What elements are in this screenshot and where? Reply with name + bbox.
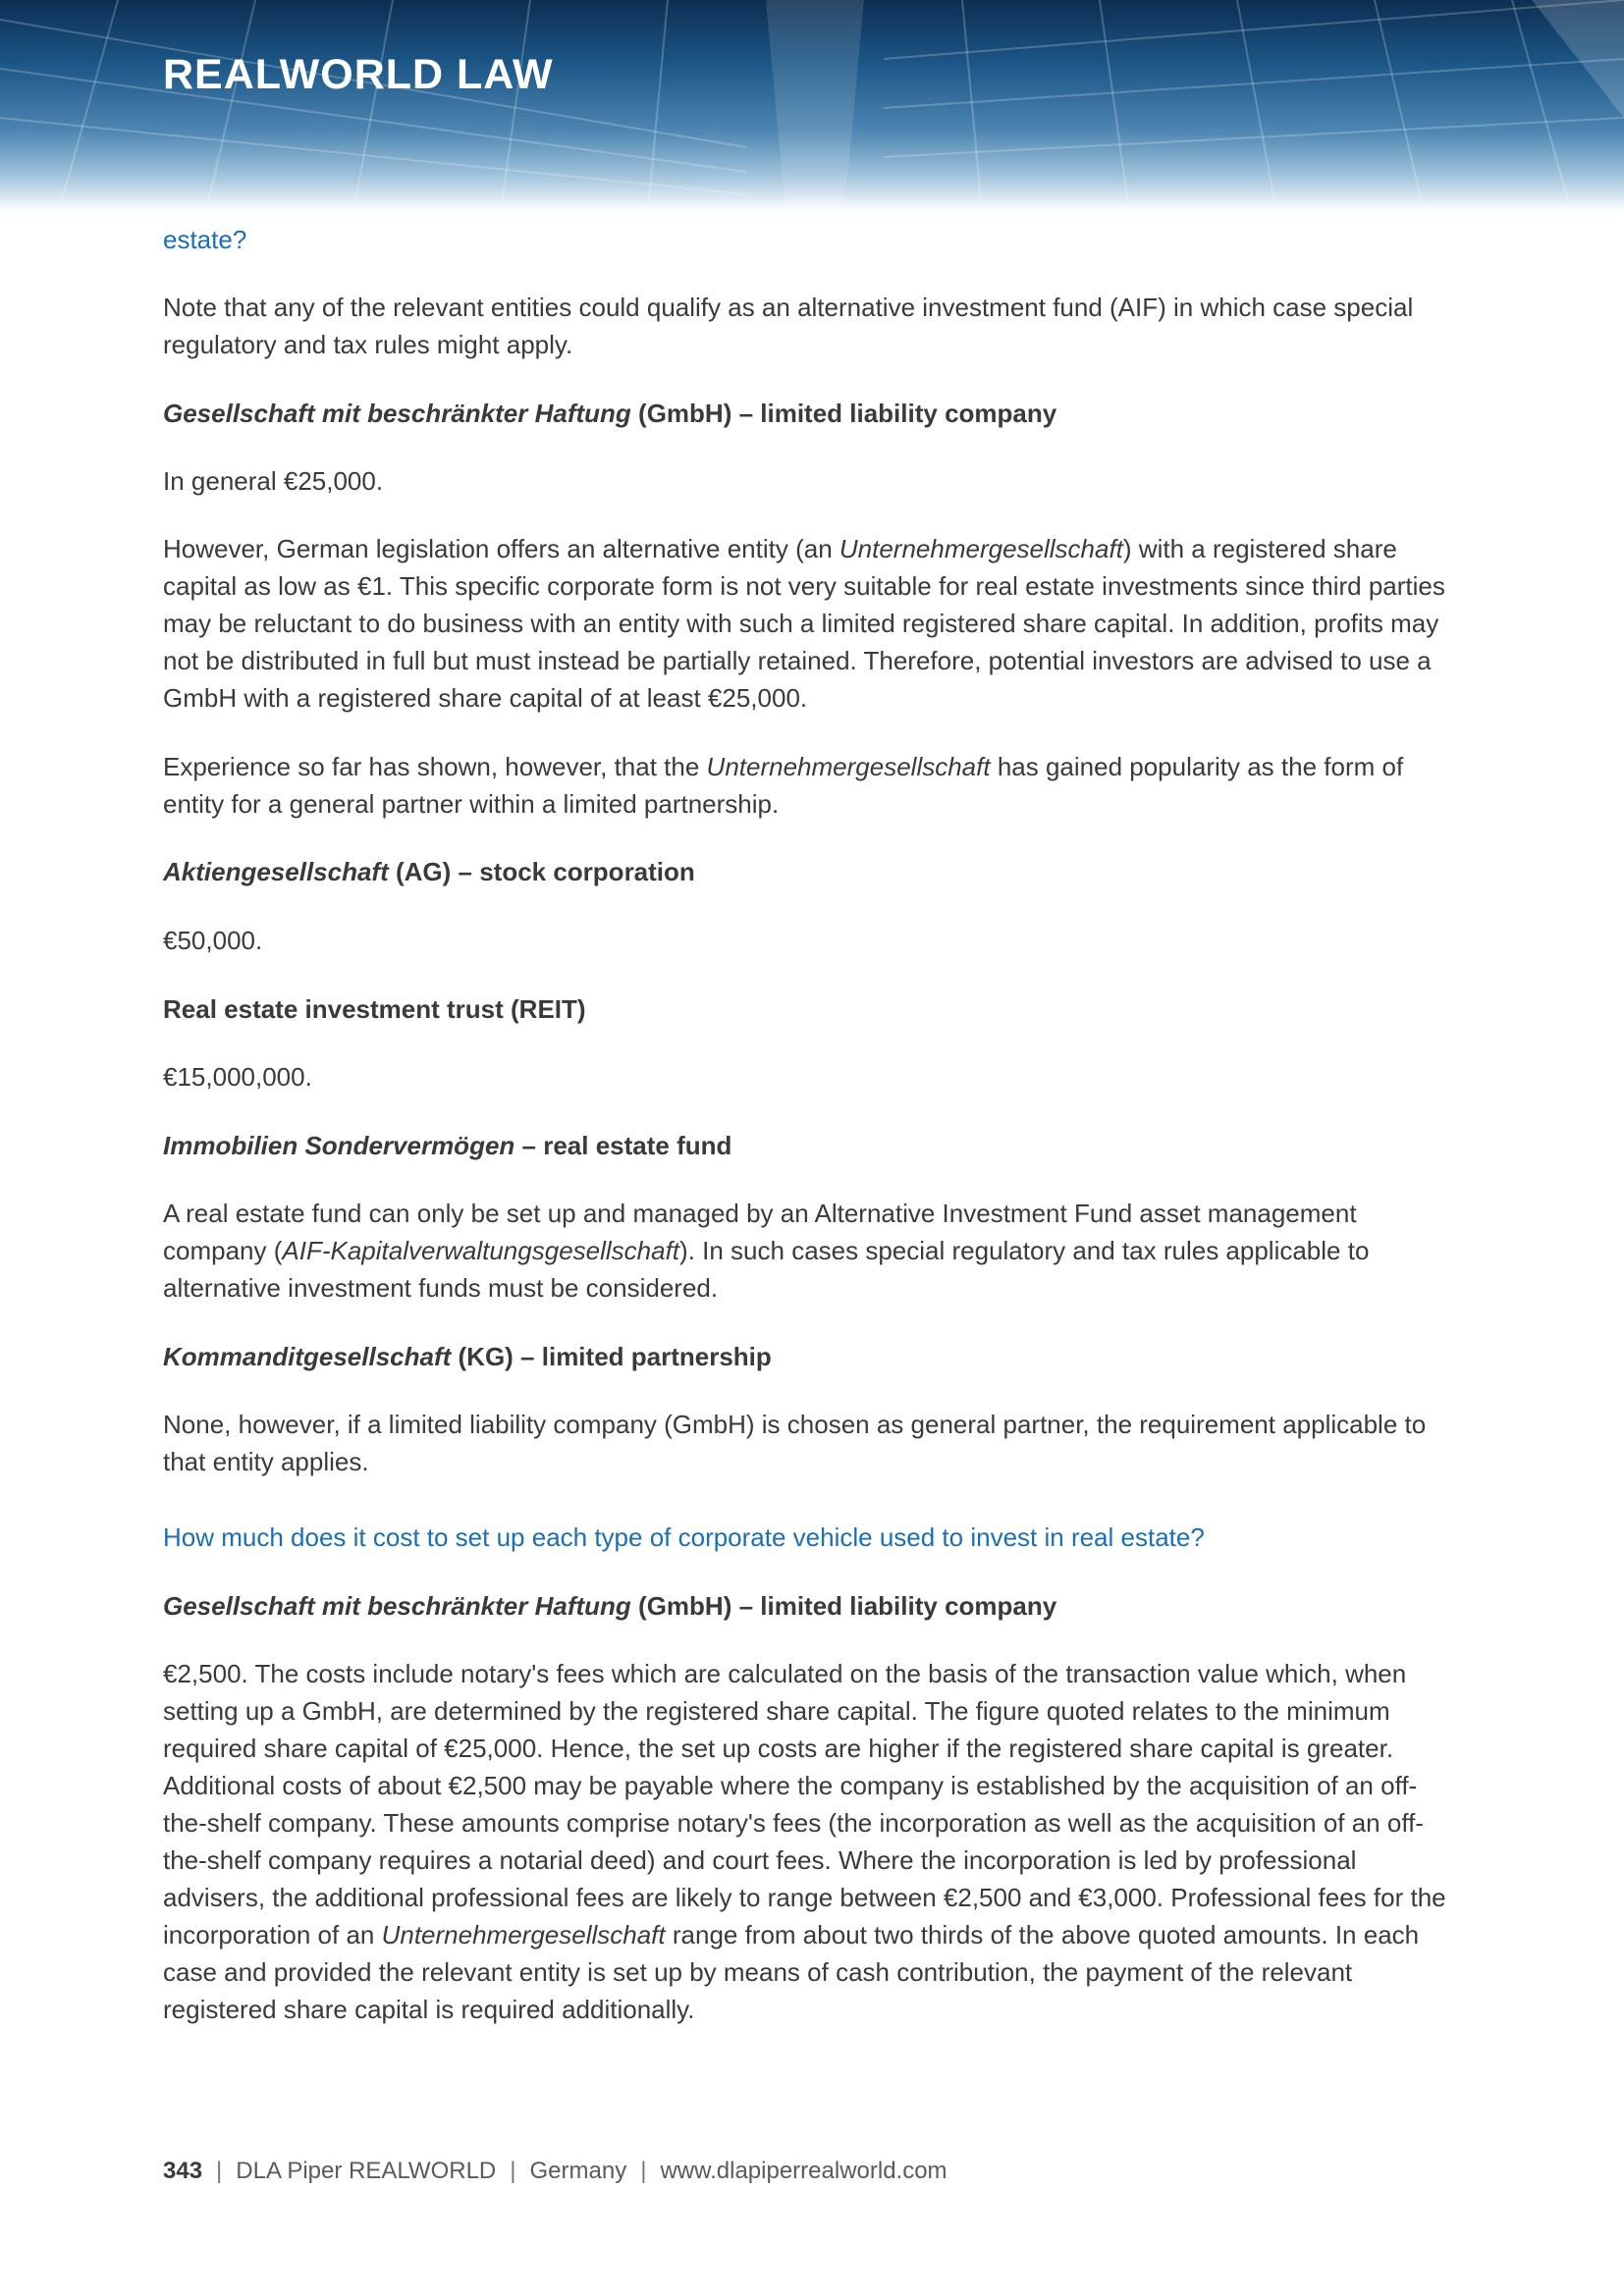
main-content: [163, 221, 1459, 2028]
term-aif-kvg: AIF-Kapitalverwaltungsgesellschaft: [282, 1236, 680, 1265]
question-continuation: estate?: [163, 225, 247, 254]
term-unternehmergesellschaft: Unternehmergesellschaft: [706, 752, 991, 781]
heading-kg: Kommanditgesellschaft (KG) – limited partnership: [163, 1342, 772, 1371]
building-glass-image: [0, 0, 1624, 211]
term-unternehmergesellschaft: Unternehmergesellschaft: [839, 534, 1123, 563]
footer-country: Germany: [529, 2158, 627, 2184]
kg-paragraph: None, however, if a limited liability company (GmbH) is chosen as general partner, the requirement applicable to that entity applies.: [163, 1410, 1427, 1476]
note-paragraph: Note that any of the relevant entities could qualify as an alternative investment fund (AIF) in which case special regulatory and tax rules might apply.: [163, 293, 1414, 359]
heading-gmbh-rest: (GmbH) – limited liability company: [630, 399, 1057, 428]
ag-capital-paragraph: €50,000.: [163, 926, 263, 955]
header-banner: [0, 0, 1624, 211]
heading-ag: Aktiengesellschaft (AG) – stock corporation: [163, 857, 695, 886]
footer-separator: |: [510, 2158, 516, 2184]
heading-reit: Real estate investment trust (REIT): [163, 994, 586, 1024]
heading-gmbh: [163, 395, 1459, 432]
page-footer: [163, 2158, 947, 2185]
footer-url-link[interactable]: www.dlapiperrealworld.com: [660, 2158, 947, 2184]
page-number: 343: [163, 2158, 203, 2184]
fund-paragraph: A real estate fund can only be set up and managed by an Alternative Investment Fund asset management company (AIF-Kapitalverwaltungsgesellschaft). In such cases special regulatory and tax rules applicable to alternative investment funds must be considered.: [163, 1199, 1370, 1303]
heading-gmbh-cost: Gesellschaft mit beschränkter Haftung (GmbH) – limited liability company: [163, 1591, 1057, 1621]
heading-real-estate-fund: Immobilien Sondervermögen – real estate fund: [163, 1131, 732, 1160]
general-capital-paragraph: In general €25,000.: [163, 466, 384, 496]
footer-separator: |: [640, 2158, 647, 2184]
header-title: REALWORLD LAW: [163, 51, 554, 98]
reit-capital-paragraph: €15,000,000.: [163, 1062, 312, 1092]
question-setup-cost: How much does it cost to set up each type of corporate vehicle used to invest in real estate?: [163, 1522, 1205, 1552]
footer-publisher: DLA Piper REALWORLD: [236, 2158, 497, 2184]
experience-paragraph: Experience so far has shown, however, that the Unternehmergesellschaft has gained popularity as the form of entity for a general partner within a limited partnership.: [163, 752, 1404, 819]
term-unternehmergesellschaft: Unternehmergesellschaft: [381, 1920, 666, 1949]
heading-gmbh-italic: Gesellschaft mit beschränkter Haftung: [163, 399, 631, 428]
however-paragraph: However, German legislation offers an alternative entity (an Unternehmergesellschaft) with a registered share capital as low as €1. This specific corporate form is not very suitable for real estate investments since third parties may be reluctant to do business with an entity with such a limited registered share capital. In addition, profits may not be distributed in full but must instead be partially retained. Therefore, potential investors are advised to use a GmbH with a registered share capital of at least €25,000.: [163, 534, 1445, 713]
footer-separator: |: [216, 2158, 223, 2184]
cost-paragraph: €2,500. The costs include notary's fees which are calculated on the basis of the transaction value which, when setting up a GmbH, are determined by the registered share capital. The figure quoted relates to the minimum required share capital of €25,000. Hence, the set up costs are higher if the registered share capital is greater. Additional costs of about €2,500 may be payable where the company is established by the acquisition of an off-the-shelf company. These amounts comprise notary's fees (the incorporation as well as the acquisition of an off-the-shelf company requires a notarial deed) and court fees. Where the incorporation is led by professional advisers, the additional professional fees are likely to range between €2,500 and €3,000. Professional fees for the incorporation of an Unternehmergesellschaft range from about two thirds of the above quoted amounts. In each case and provided the relevant entity is set up by means of cash contribution, the payment of the relevant registered share capital is required additionally.: [163, 1659, 1446, 2024]
